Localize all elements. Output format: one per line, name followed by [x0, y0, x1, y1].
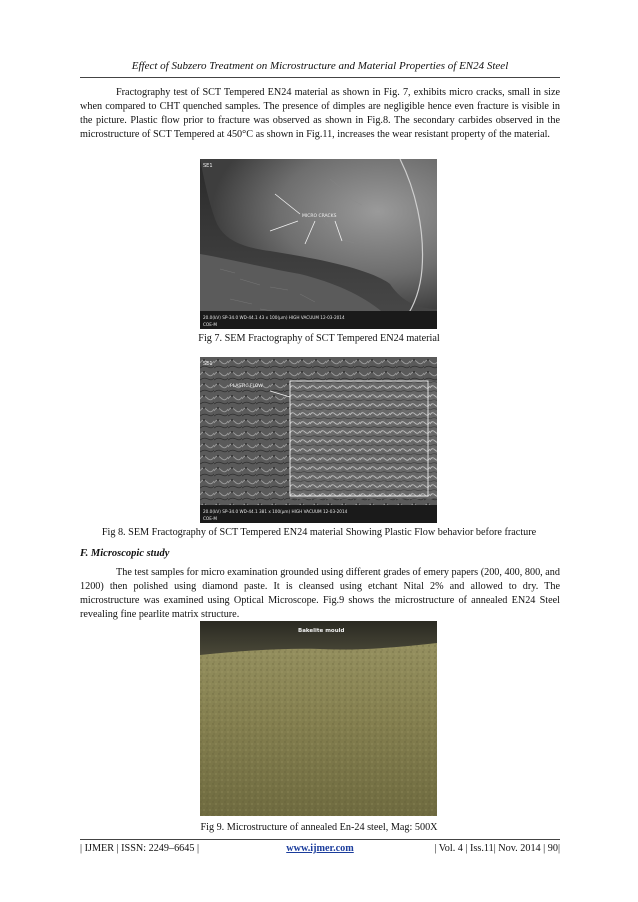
- paragraph-microscopic-study-text: The test samples for micro examination grounded using different grades of emery papers (200, 400, 800, and 1200) then polished using diamond paste. It is cleansed using etchant Nital 2% and allowed to dry. The microstructure was examined using Optical Microscope. Fig.9 shows the microstructure of annealed EN24 Steel revealing fine pearlite matrix structure.: [80, 567, 560, 620]
- header-rule: [80, 77, 560, 78]
- figure-9-caption: Fig 9. Microstructure of annealed En-24 steel, Mag: 500X: [200, 822, 438, 833]
- footer-volume-page: | Vol. 4 | Iss.11| Nov. 2014 | 90|: [434, 843, 560, 854]
- footer-website-link[interactable]: www.ijmer.com: [286, 843, 354, 854]
- annotation-bakelite-mould: Bakelite mould: [298, 628, 345, 634]
- section-heading-microscopic-study: F. Microscopic study: [80, 548, 170, 559]
- running-header: Effect of Subzero Treatment on Microstructure and Material Properties of EN24 Steel: [131, 60, 509, 72]
- sem-detector-label: SE1: [203, 163, 213, 169]
- annotation-micro-cracks: MICRO CRACKS: [302, 214, 337, 219]
- sem-info-bar-line2: COE-M: [203, 516, 217, 521]
- sem-info-bar: 20.0(kV) SP-34.0 WD-44.1 381 x 100(µm) HIGH VACUUM 12-03-2014: [203, 509, 348, 514]
- sem-detector-label: SE1: [203, 361, 213, 367]
- sem-micrograph-cracks: [200, 159, 437, 329]
- figure-8-caption: Fig 8. SEM Fractography of SCT Tempered EN24 material Showing Plastic Flow behavior before fracture: [101, 527, 537, 538]
- optical-micrograph-pearlite: [200, 621, 437, 816]
- sem-info-bar: 20.0(kV) SP-34.0 WD-44.1 43 x 100(µm) HIGH VACUUM 12-03-2014: [203, 315, 345, 320]
- figure-7-sem-image: [200, 159, 437, 329]
- paragraph-fractography: [80, 86, 560, 142]
- sem-info-bar-line2: COE-M: [203, 322, 217, 327]
- footer-journal-info: | IJMER | ISSN: 2249–6645 |: [80, 843, 200, 854]
- annotation-plastic-flow: PLASTIC FLOW: [230, 384, 263, 389]
- figure-9-optical-image: [200, 621, 437, 816]
- sem-micrograph-plastic-flow: [200, 357, 437, 523]
- figure-8-sem-image: [200, 357, 437, 523]
- paragraph-fractography-text: Fractography test of SCT Tempered EN24 material as shown in Fig. 7, exhibits micro cracks, small in size when compared to CHT quenched samples. The presence of dimples are negligible hence even fracture is visible in the picture. Plastic flow prior to fracture was observed as shown in Fig.8. The secondary carbides observed in the microstructure of SCT Tempered at 450°C as shown in Fig.11, increases the wear resistant property of the material.: [80, 87, 560, 140]
- footer-rule: [80, 839, 560, 840]
- paragraph-microscopic-study: [80, 566, 560, 622]
- figure-7-caption: Fig 7. SEM Fractography of SCT Tempered EN24 material: [198, 333, 440, 344]
- page-footer: [80, 843, 560, 857]
